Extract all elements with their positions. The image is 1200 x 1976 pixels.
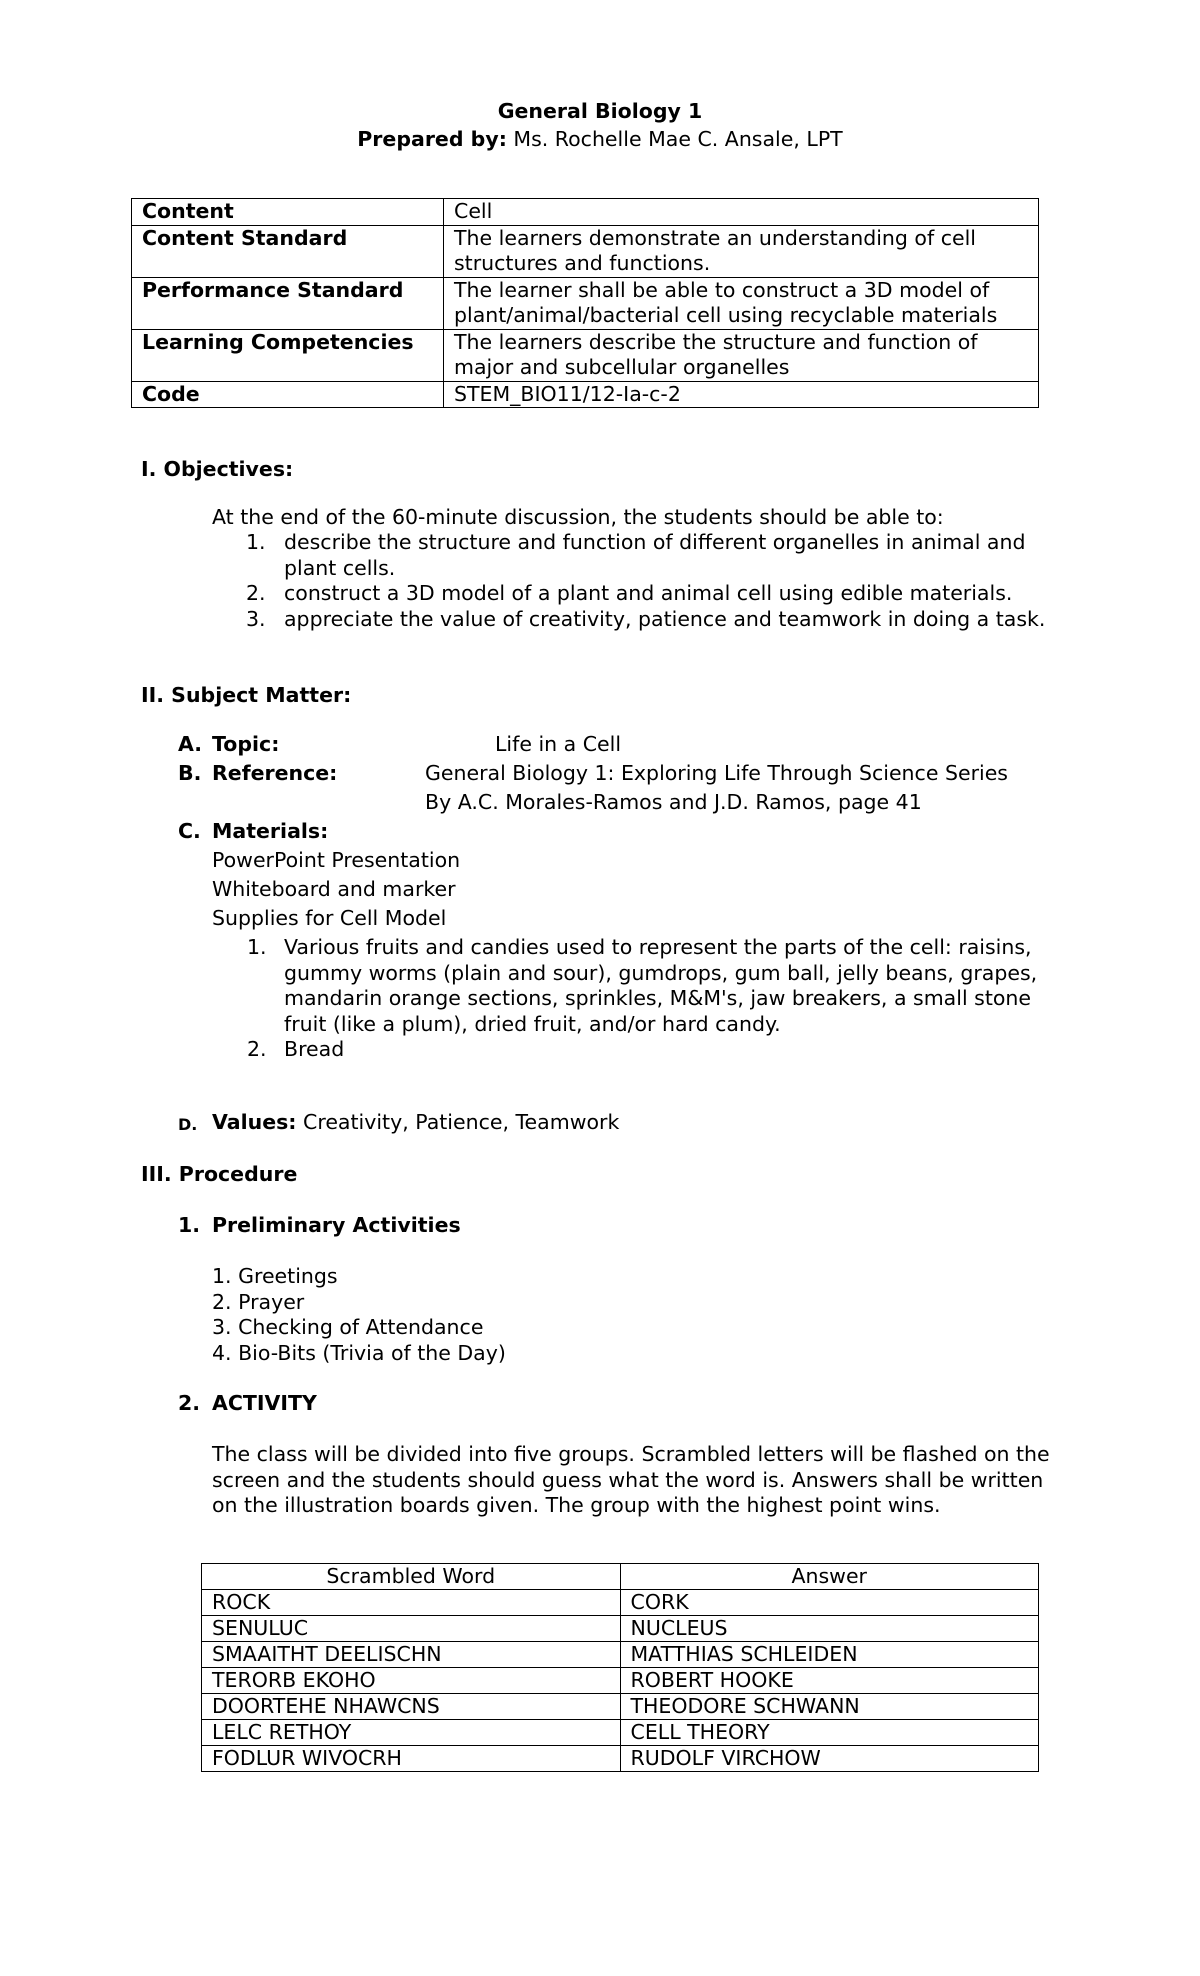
list-item: 3. Checking of Attendance bbox=[212, 1315, 484, 1339]
scrambled-words-table bbox=[201, 1563, 1039, 1772]
list-item bbox=[212, 530, 1072, 581]
answer-cell: CORK bbox=[620, 1590, 1039, 1616]
prepared-by-label: Prepared by: bbox=[357, 127, 507, 151]
prelim-heading: Preliminary Activities bbox=[212, 1213, 461, 1237]
activity-heading: ACTIVITY bbox=[212, 1391, 317, 1415]
table-row bbox=[132, 277, 1039, 329]
materials-letter: C. bbox=[178, 819, 201, 843]
list-text: Bread bbox=[284, 1037, 345, 1061]
prepared-by-name: Ms. Rochelle Mae C. Ansale, LPT bbox=[506, 127, 843, 151]
list-number: 2. bbox=[246, 581, 266, 605]
objectives-heading: I. Objectives: bbox=[141, 457, 294, 481]
answer-cell: NUCLEUS bbox=[620, 1616, 1039, 1642]
info-value: STEM_BIO11/12-Ia-c-2 bbox=[444, 381, 1039, 408]
list-item: 2. Prayer bbox=[212, 1289, 305, 1314]
values-text: Creativity, Patience, Teamwork bbox=[296, 1110, 620, 1134]
info-label: Code bbox=[132, 381, 444, 408]
material-item: Supplies for Cell Model bbox=[212, 906, 447, 930]
list-item bbox=[212, 935, 1052, 1037]
document-header bbox=[0, 97, 1200, 153]
table-row bbox=[202, 1720, 1039, 1746]
reference-label: Reference: bbox=[212, 761, 338, 785]
list-item bbox=[212, 607, 1072, 633]
supplies-list bbox=[212, 935, 1052, 1063]
scrambled-word-cell: DOORTEHE NHAWCNS bbox=[202, 1694, 621, 1720]
material-item: Whiteboard and marker bbox=[212, 877, 456, 901]
info-label: Learning Competencies bbox=[132, 329, 444, 381]
list-item: 4. Bio-Bits (Trivia of the Day) bbox=[212, 1340, 506, 1365]
list-text: describe the structure and function of different organelles in animal and plant cells. bbox=[284, 530, 1026, 580]
list-item bbox=[212, 1037, 1052, 1063]
scrambled-word-cell: FODLUR WIVOCRH bbox=[202, 1746, 621, 1772]
objectives-list bbox=[212, 530, 1072, 632]
topic-letter: A. bbox=[178, 732, 203, 756]
info-label: Content Standard bbox=[132, 225, 444, 277]
prelim-number: 1. bbox=[178, 1213, 201, 1237]
list-number: 2. bbox=[247, 1037, 267, 1061]
subject-matter-heading: II. Subject Matter: bbox=[141, 683, 352, 707]
objectives-intro: At the end of the 60-minute discussion, the students should be able to: bbox=[212, 505, 944, 529]
reference-line-2: By A.C. Morales-Ramos and J.D. Ramos, page 41 bbox=[425, 790, 922, 814]
table-row bbox=[202, 1616, 1039, 1642]
table-row bbox=[132, 225, 1039, 277]
activity-number: 2. bbox=[178, 1391, 201, 1415]
scrambled-word-cell: TERORB EKOHO bbox=[202, 1668, 621, 1694]
answer-cell: RUDOLF VIRCHOW bbox=[620, 1746, 1039, 1772]
table-row bbox=[202, 1642, 1039, 1668]
material-item: PowerPoint Presentation bbox=[212, 848, 461, 872]
list-item: 1. Greetings bbox=[212, 1264, 338, 1288]
list-number: 1. bbox=[247, 935, 267, 959]
scrambled-word-cell: LELC RETHOY bbox=[202, 1720, 621, 1746]
scrambled-word-cell: ROCK bbox=[202, 1590, 621, 1616]
document-title: General Biology 1 bbox=[497, 99, 703, 123]
info-value: The learner shall be able to construct a 3D model of plant/animal/bacterial cell using recyclable materials bbox=[444, 277, 1039, 329]
table-header-row bbox=[202, 1564, 1039, 1590]
materials-label: Materials: bbox=[212, 819, 329, 843]
table-row bbox=[132, 329, 1039, 381]
list-text: Various fruits and candies used to represent the parts of the cell: raisins, gummy worms (plain and sour), gumdrops, gum ball, jelly beans, grapes, mandarin orange sections, sprinkles, M&M's, jaw breakers, a small stone fruit (like a plum), dried fruit, and/or hard candy. bbox=[284, 935, 1038, 1036]
answer-cell: MATTHIAS SCHLEIDEN bbox=[620, 1642, 1039, 1668]
list-text: construct a 3D model of a plant and animal cell using edible materials. bbox=[284, 581, 1013, 605]
column-header: Scrambled Word bbox=[202, 1564, 621, 1590]
values-line bbox=[212, 1110, 619, 1136]
scrambled-word-cell: SMAAITHT DEELISCHN bbox=[202, 1642, 621, 1668]
info-value: Cell bbox=[444, 199, 1039, 226]
reference-line-1: General Biology 1: Exploring Life Through Science Series bbox=[425, 761, 1008, 785]
values-label: Values: bbox=[212, 1110, 297, 1134]
topic-value: Life in a Cell bbox=[495, 732, 622, 756]
list-text: appreciate the value of creativity, patience and teamwork in doing a task. bbox=[284, 606, 1046, 631]
table-row bbox=[132, 381, 1039, 408]
activity-description: The class will be divided into five groups. Scrambled letters will be flashed on the screen and the students should guess what the word is. Answers shall be written on the illustration boards given. The group with the highest point wins. bbox=[212, 1442, 1050, 1517]
answer-cell: CELL THEORY bbox=[620, 1720, 1039, 1746]
table-row bbox=[202, 1590, 1039, 1616]
info-label: Content bbox=[132, 199, 444, 226]
table-row bbox=[202, 1668, 1039, 1694]
list-item bbox=[212, 581, 1072, 607]
answer-cell: THEODORE SCHWANN bbox=[620, 1694, 1039, 1720]
column-header: Answer bbox=[620, 1564, 1039, 1590]
info-value: The learners describe the structure and function of major and subcellular organelles bbox=[444, 329, 1039, 381]
info-value: The learners demonstrate an understanding of cell structures and functions. bbox=[444, 225, 1039, 277]
prelim-list bbox=[212, 1264, 506, 1366]
info-label: Performance Standard bbox=[132, 277, 444, 329]
reference-letter: B. bbox=[178, 761, 202, 785]
values-letter: D. bbox=[178, 1115, 198, 1134]
table-row bbox=[202, 1694, 1039, 1720]
procedure-heading: III. Procedure bbox=[141, 1162, 298, 1186]
table-row bbox=[202, 1746, 1039, 1772]
topic-label: Topic: bbox=[212, 732, 280, 756]
table-row bbox=[132, 199, 1039, 226]
list-number: 3. bbox=[246, 606, 266, 631]
scrambled-word-cell: SENULUC bbox=[202, 1616, 621, 1642]
answer-cell: ROBERT HOOKE bbox=[620, 1668, 1039, 1694]
lesson-info-table bbox=[131, 198, 1039, 408]
prepared-by-line bbox=[0, 125, 1200, 153]
list-number: 1. bbox=[246, 530, 266, 554]
